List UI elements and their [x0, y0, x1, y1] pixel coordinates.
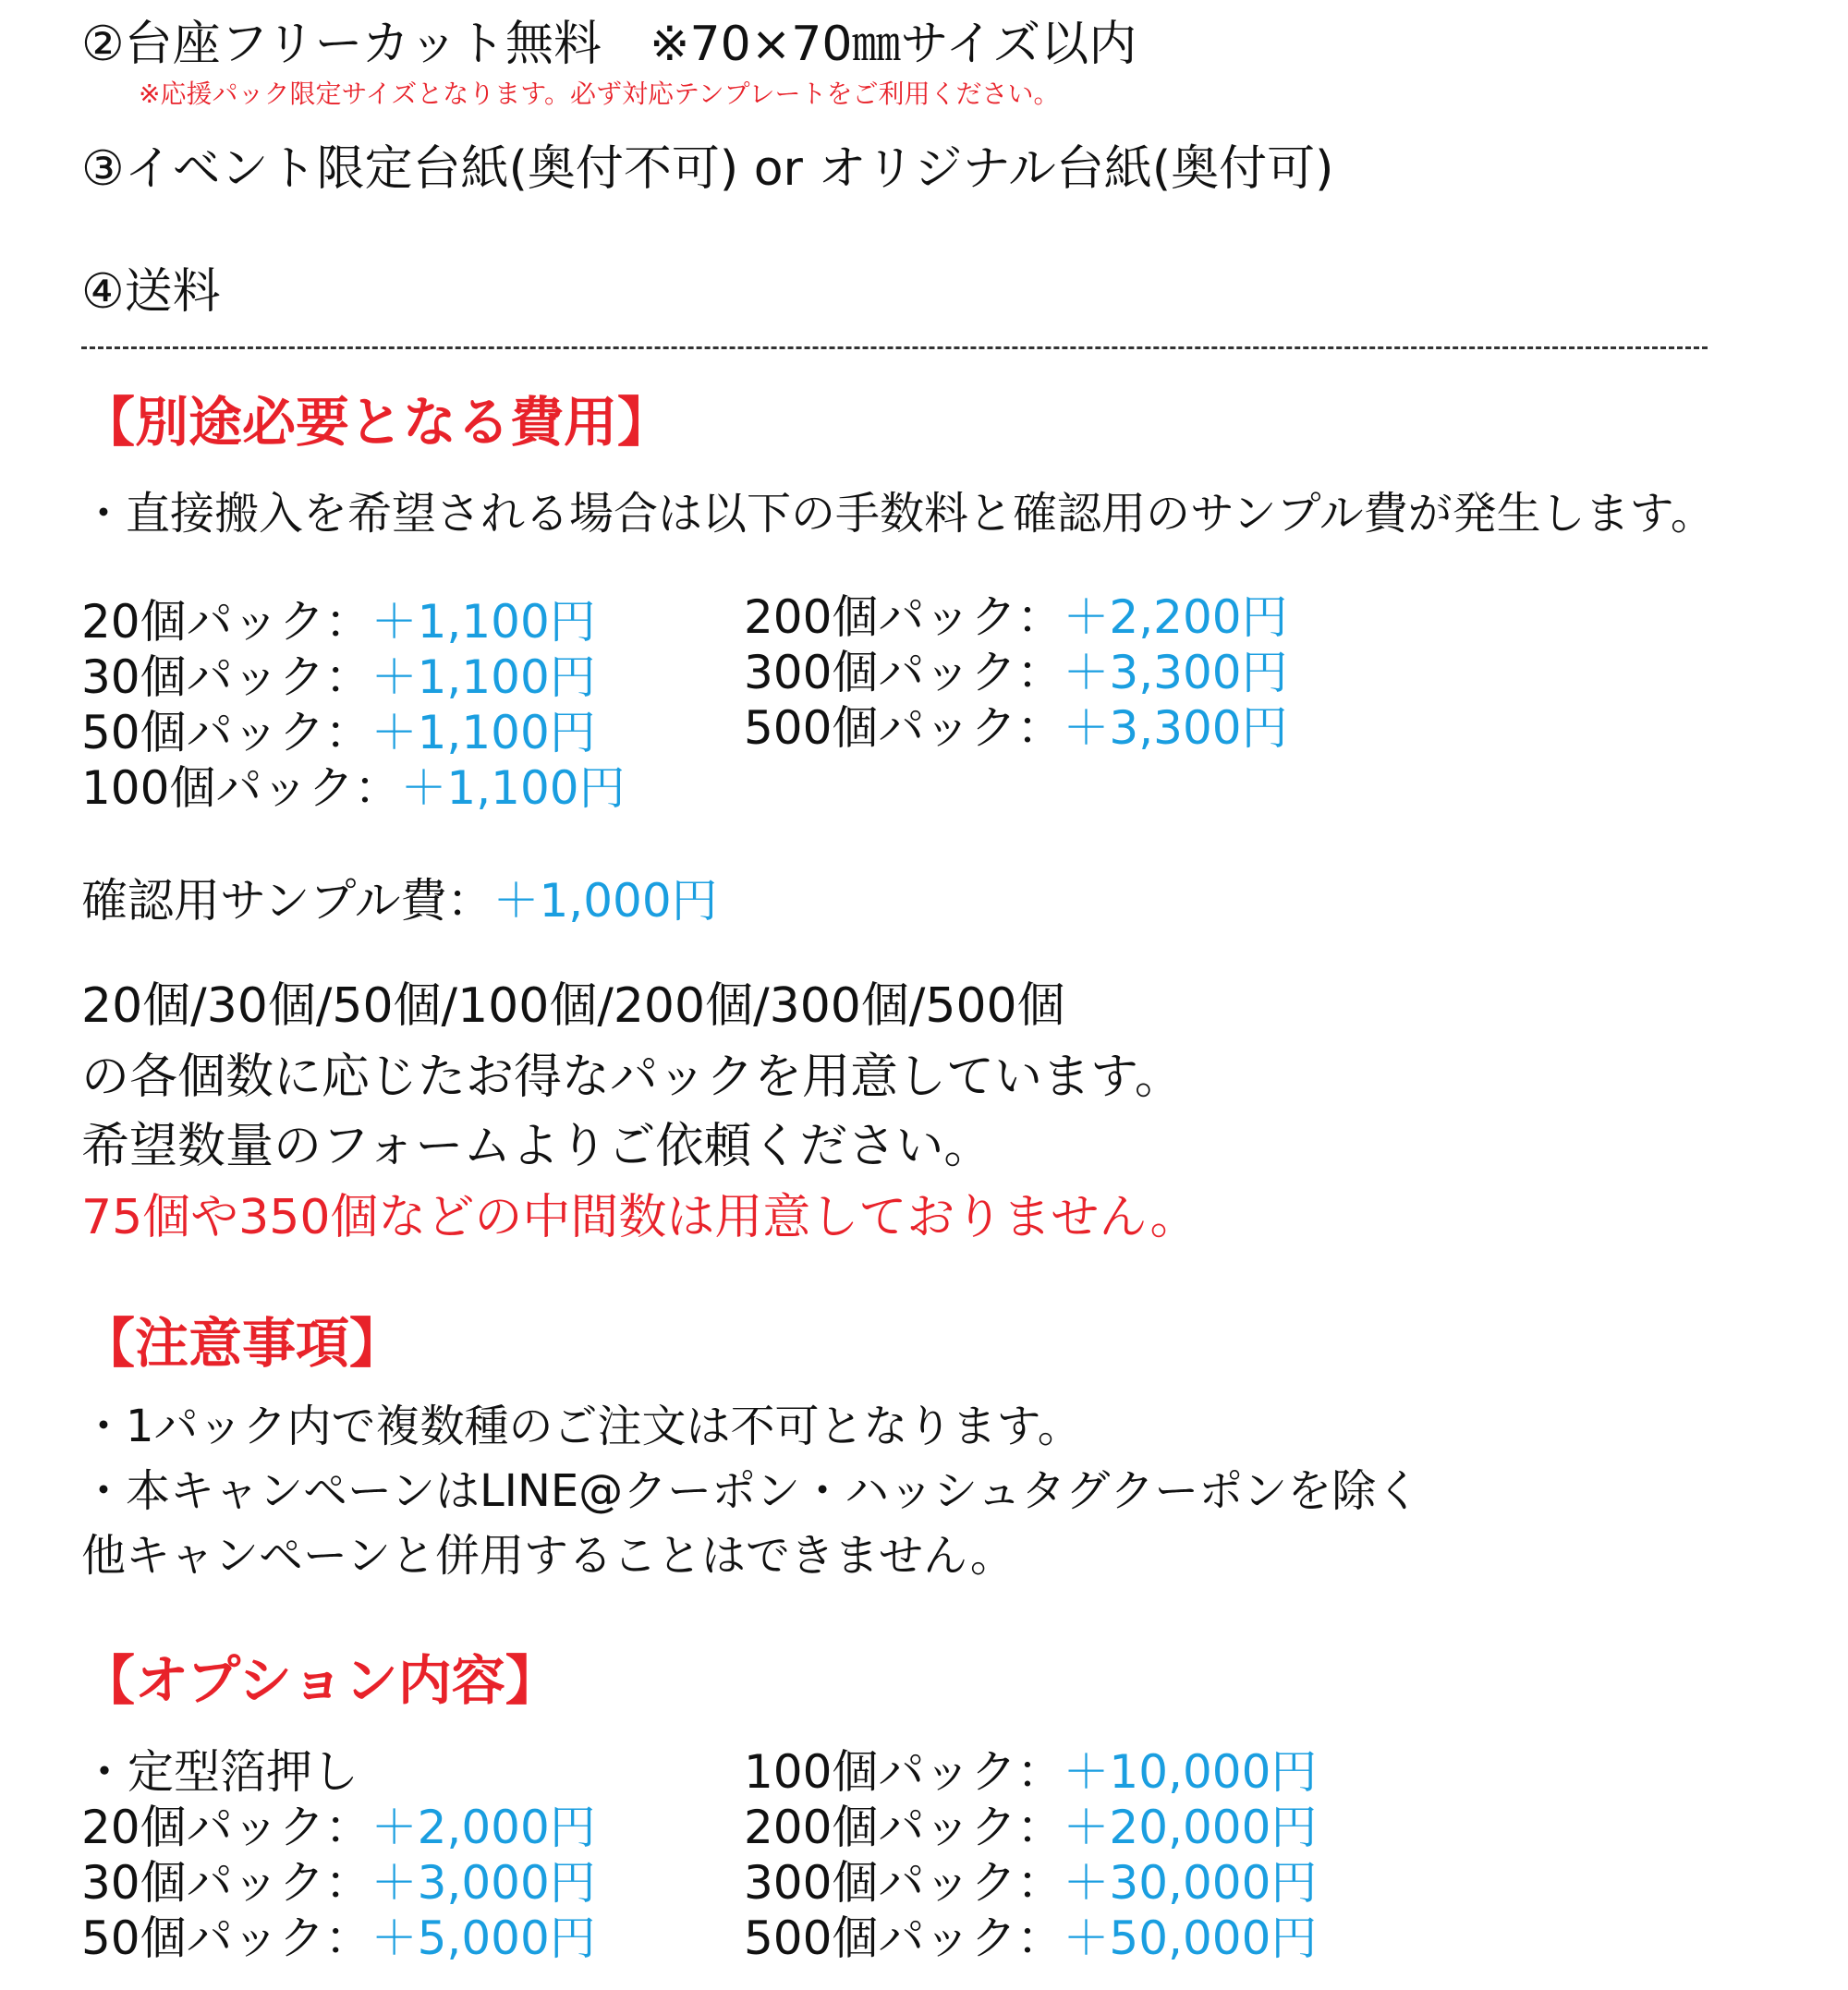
- item-2-note: ※応援パック限定サイズとなります。必ず対応テンプレートをご利用ください。: [139, 79, 1060, 109]
- fee-value: ＋3,300円: [1063, 646, 1288, 699]
- dashed-divider: [81, 346, 1708, 349]
- fee-row: [744, 701, 1288, 755]
- option-label: 30個パック：: [81, 1856, 371, 1910]
- option-row: [744, 1911, 1318, 1965]
- fee-value: ＋1,100円: [400, 761, 626, 815]
- option-value: ＋10,000円: [1063, 1745, 1318, 1799]
- sample-fee-label: 確認用サンプル費：: [81, 874, 493, 928]
- fees-intro: ・直接搬入を希望される場合は以下の手数料と確認用のサンプル費が発生します。: [81, 488, 1715, 540]
- packs-line-3: 希望数量のフォームよりご依頼ください。: [81, 1119, 992, 1174]
- fee-label: 500個パック：: [744, 701, 1064, 755]
- fee-label: 50個パック：: [81, 706, 371, 759]
- option-label: 500個パック：: [744, 1911, 1064, 1965]
- fee-label: 100個パック：: [81, 761, 401, 815]
- option-row: [81, 1801, 596, 1854]
- option-value: ＋30,000円: [1063, 1856, 1318, 1910]
- option-row: [744, 1801, 1318, 1854]
- note-line-1: ・1パック内で複数種のご注文は不可となります。: [81, 1401, 1082, 1452]
- option-row: [81, 1856, 596, 1910]
- fees-heading: 【別途必要となる費用】: [81, 391, 672, 454]
- fee-label: 30個パック：: [81, 650, 371, 704]
- packs-warning: 75個や350個などの中間数は用意しておりません。: [81, 1190, 1198, 1245]
- note-line-3: 他キャンペーンと併用することはできません。: [81, 1530, 1015, 1582]
- fee-row: [744, 646, 1288, 699]
- fee-row: [81, 650, 596, 704]
- option-row: [744, 1856, 1318, 1910]
- fee-label: 20個パック：: [81, 595, 371, 649]
- fee-value: ＋3,300円: [1063, 701, 1288, 755]
- sample-fee-value: ＋1,000円: [492, 874, 718, 928]
- fee-value: ＋1,100円: [371, 650, 596, 704]
- item-3-text: ③イベント限定台紙(奥付不可) or オリジナル台紙(奥付可): [81, 141, 1334, 197]
- option-value: ＋50,000円: [1063, 1911, 1318, 1965]
- options-heading: 【オプション内容】: [81, 1649, 559, 1712]
- option-label: 20個パック：: [81, 1801, 371, 1854]
- option-label: 200個パック：: [744, 1801, 1064, 1854]
- option-value: ＋5,000円: [371, 1911, 596, 1965]
- option-row: [744, 1745, 1318, 1799]
- fee-value: ＋1,100円: [371, 706, 596, 759]
- fee-label: 300個パック：: [744, 646, 1064, 699]
- item-2-text: ②台座フリーカット無料 ※70×70㎜サイズ以内: [81, 17, 1137, 72]
- fee-label: 200個パック：: [744, 590, 1064, 644]
- option-title: ・定型箔押し: [81, 1745, 359, 1799]
- option-label: 300個パック：: [744, 1856, 1064, 1910]
- option-value: ＋2,000円: [371, 1801, 596, 1854]
- fee-row: [81, 595, 596, 649]
- sample-fee-row: [81, 874, 718, 928]
- fee-row: [744, 590, 1288, 644]
- fee-row: [81, 761, 626, 815]
- packs-line-1: 20個/30個/50個/100個/200個/300個/500個: [81, 978, 1065, 1034]
- note-line-2: ・本キャンペーンはLINE@クーポン・ハッシュタグクーポンを除く: [81, 1465, 1421, 1517]
- notes-heading: 【注意事項】: [81, 1312, 404, 1375]
- fee-value: ＋2,200円: [1063, 590, 1288, 644]
- option-label: 100個パック：: [744, 1745, 1064, 1799]
- packs-line-2: の各個数に応じたお得なパックを用意しています。: [81, 1050, 1183, 1105]
- option-row: [81, 1911, 596, 1965]
- option-value: ＋3,000円: [371, 1856, 596, 1910]
- item-4-text: ④送料: [81, 264, 221, 320]
- option-value: ＋20,000円: [1063, 1801, 1318, 1854]
- fee-row: [81, 706, 596, 759]
- option-label: 50個パック：: [81, 1911, 371, 1965]
- fee-value: ＋1,100円: [371, 595, 596, 649]
